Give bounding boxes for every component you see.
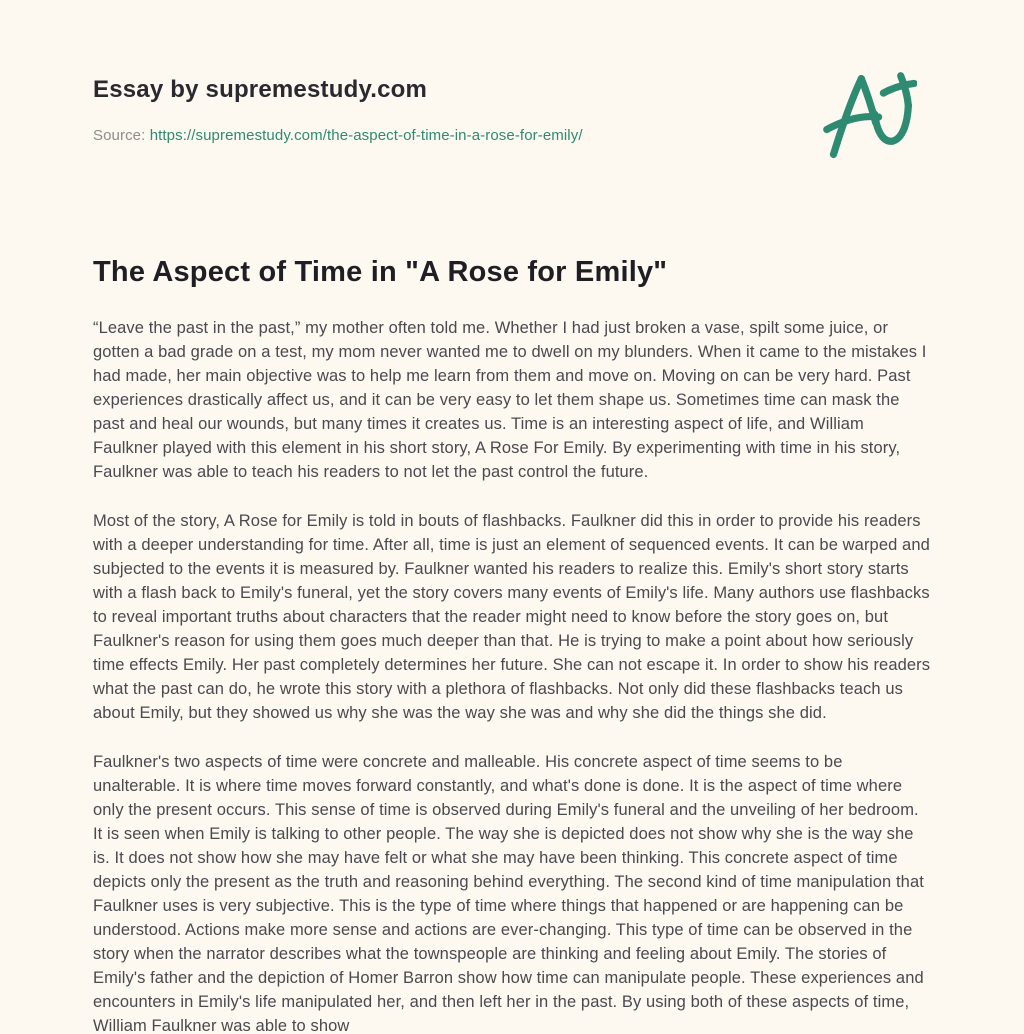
page-container: [93, 0, 931, 1034]
essay-paragraph-2: Most of the story, A Rose for Emily is told in bouts of flashbacks. Faulkner did this in order to provide his readers with a deeper understanding for time. After all, time is just an element of sequenced events. It can be warped and subjected to the events it is measured by. Faulkner wanted his readers to realize this. Emily's short story starts with a flash back to Emily's funeral, yet the story covers many events of Emily's life. Many authors use flashbacks to reveal important truths about characters that the reader might need to know before the story goes on, but Faulkner's reason for using them goes much deeper than that. He is trying to make a point about how seriously time effects Emily. Her past completely determines her future. She can not escape it. In order to show his readers what the past can do, he wrote this story with a plethora of flashbacks. Not only did these flashbacks teach us about Emily, but they showed us why she was the way she was and why she did the things she did.: [93, 512, 931, 722]
source-label: Source:: [93, 127, 146, 144]
essay-paragraph-3: Faulkner's two aspects of time were concrete and malleable. His concrete aspect of time seems to be unalterable. It is where time moves forward constantly, and what's done is done. It is the aspect of time where only the present occurs. This sense of time is observed during Emily's funeral and the unveiling of her bedroom. It is seen when Emily is talking to other people. The way she is depicted does not show why she is the way she is. It does not show how she may have felt or what she may have been thinking. This concrete aspect of time depicts only the present as the truth and reasoning behind everything. The second kind of time manipulation that Faulkner uses is very subjective. This is the type of time where things that happened or are happening can be understood. Actions make more sense and actions are ever-changing. This type of time can be observed in the story when the narrator describes what the townspeople are thinking and feeling about Emily. The stories of Emily's father and the depiction of Homer Barron show how time can manipulate people. These experiences and encounters in Emily's life manipulated her, and then left her in the past. By using both of these aspects of time, William Faulkner was able to show: [93, 753, 924, 1034]
site-header-title: Essay by supremestudy.com: [93, 76, 428, 103]
source-line: [93, 127, 931, 144]
a-plus-logo-icon: [821, 62, 917, 174]
essay-body: [93, 316, 931, 1034]
essay-title: The Aspect of Time in "A Rose for Emily": [93, 256, 668, 288]
source-url-link[interactable]: https://supremestudy.com/the-aspect-of-time-in-a-rose-for-emily/: [149, 127, 583, 144]
page-header: [93, 76, 931, 144]
essay-paragraph-1: “Leave the past in the past,” my mother often told me. Whether I had just broken a vase, spilt some juice, or gotten a bad grade on a test, my mom never wanted me to dwell on my blunders. When it came to the mistakes I had made, her main objective was to help me learn from them and move on. Moving on can be very hard. Past experiences drastically affect us, and it can be very easy to let them shape us. Sometimes time can mask the past and heal our wounds, but many times it creates us. Time is an interesting aspect of life, and William Faulkner played with this element in his short story, A Rose For Emily. By experimenting with time in his story, Faulkner was able to teach his readers to not let the past control the future.: [93, 319, 927, 481]
